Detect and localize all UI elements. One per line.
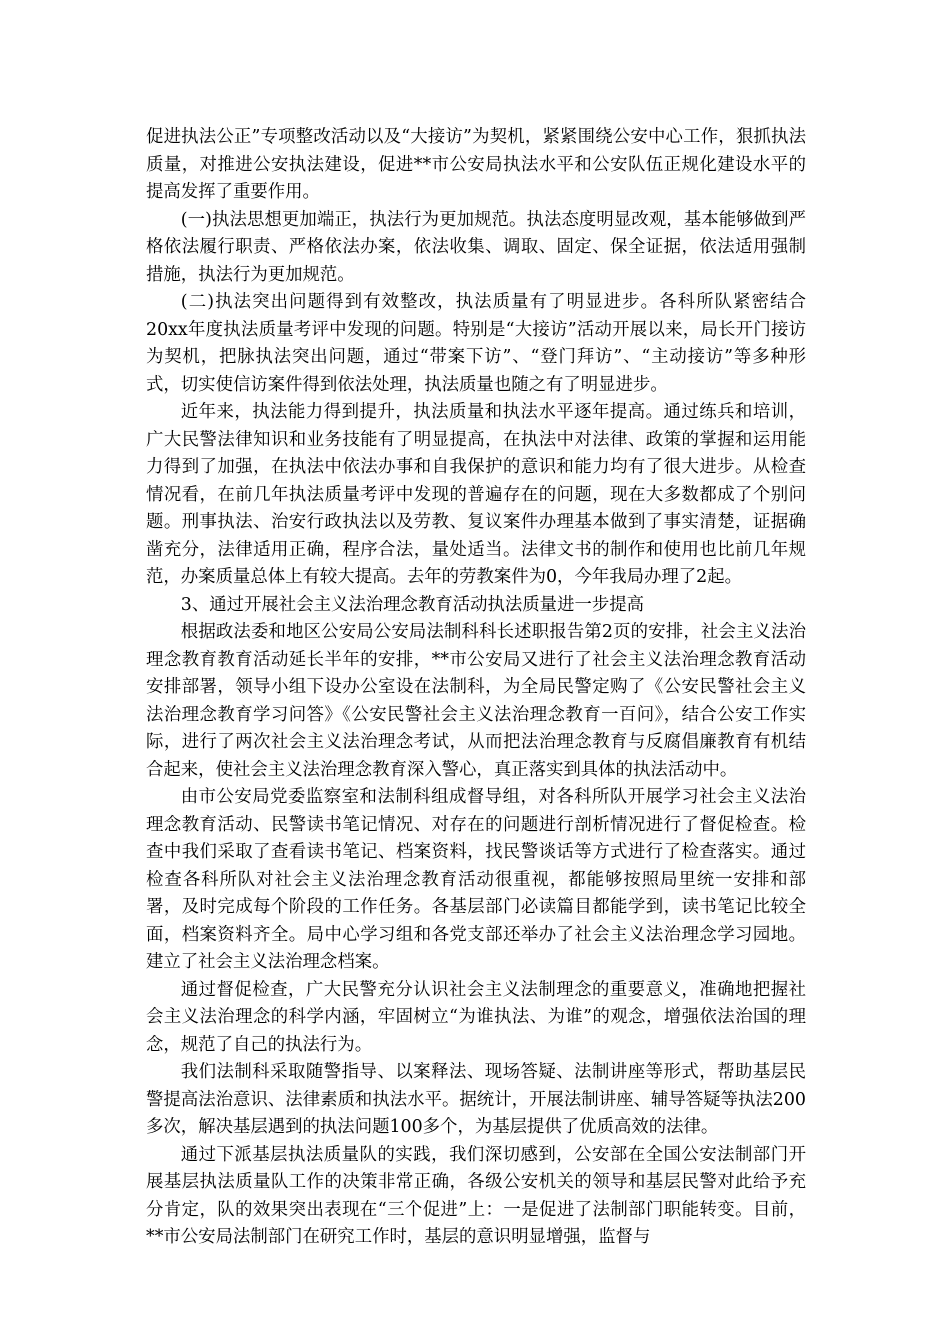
paragraph-inspection: 由市公安局党委监察室和法制科组成督导组，对各科所队开展学习社会主义法治理念教育活动、民警读书笔记情况、对存在的问题进行剖析情况进行了督促检查。检查中我们采取了查看读书笔记、档案资料，找民警谈话等方式进行了检查落实。通过检查各科所队对社会主义法治理念教育活动很重视，都能够按照局里统一安排和部署，及时完成每个阶段的工作任务。各基层部门必读篇目都能学到，读书笔记比较全面，档案资料齐全。局中心学习组和各党支部还举办了社会主义法治理念学习园地。建立了社会主义法治理念档案。 [146, 787, 806, 972]
paragraph-section-2: (二)执法突出问题得到有效整改，执法质量有了明显进步。各科所队紧密结合20xx年度执法质量考评中发现的问题。特别是“大接访”活动开展以来，局长开门接访为契机，把脉执法突出问题，通过“带案下访”、“登门拜访”、“主动接访”等多种形式，切实使信访案件得到依法处理，执法质量也随之有了明显进步。 [146, 292, 806, 395]
paragraph-legal-guidance: 我们法制科采取随警指导、以案释法、现场答疑、法制讲座等形式，帮助基层民警提高法治意识、法律素质和执法水平。据统计，开展法制讲座、辅导答疑等执法200多次，解决基层遇到的执法问题100多个，为基层提供了优质高效的法律。 [146, 1062, 806, 1137]
paragraph-intro: 促进执法公正”专项整改活动以及“大接访”为契机，紧紧围绕公安中心工作，狠抓执法质量，对推进公安执法建设，促进**市公安局执法水平和公安队伍正规化建设水平的提高发挥了重要作用。 [146, 127, 806, 202]
paragraph-practice-summary: 通过下派基层执法质量队的实践，我们深切感到，公安部在全国公安法制部门开展基层执法质量队工作的决策非常正确，各级公安机关的领导和基层民警对此给予充分肯定，队的效果突出表现在“三个促进”上：一是促进了法制部门职能转变。目前，**市公安局法制部门在研究工作时，基层的意识明显增强，监督与 [146, 1144, 806, 1247]
paragraph-education-arrangement: 根据政法委和地区公安局公安局法制科科长述职报告第2页的安排，社会主义法治理念教育教育活动延长半年的安排，**市公安局又进行了社会主义法治理念教育活动安排部署，领导小组下设办公室设在法制科，为全局民警定购了《公安民警社会主义法治理念教育学习问答》《公安民警社会主义法治理念教育一百问》，结合公安工作实际，进行了两次社会主义法治理念考试，从而把法治理念教育与反腐倡廉教育有机结合起来，使社会主义法治理念教育深入警心，真正落实到具体的执法活动中。 [146, 622, 806, 780]
paragraph-supervision-result: 通过督促检查，广大民警充分认识社会主义法制理念的重要意义，准确地把握社会主义法治理念的科学内涵，牢固树立“为谁执法、为谁”的观念，增强依法治国的理念，规范了自己的执法行为。 [146, 979, 806, 1055]
paragraph-capability: 近年来，执法能力得到提升，执法质量和执法水平逐年提高。通过练兵和培训，广大民警法律知识和业务技能有了明显提高，在执法中对法律、政策的掌握和运用能力得到了加强，在执法中依法办事和自我保护的意识和能力均有了很大进步。从检查情况看，在前几年执法质量考评中发现的普遍存在的问题，现在大多数都成了个别问题。刑事执法、治安行政执法以及劳教、复议案件办理基本做到了事实清楚，证据确凿充分，法律适用正确，程序合法，量处适当。法律文书的制作和使用也比前几年规范，办案质量总体上有较大提高。去年的劳教案件为0，今年我局办理了2起。 [146, 402, 806, 587]
document-body [146, 124, 806, 1252]
paragraph-section-1: (一)执法思想更加端正，执法行为更加规范。执法态度明显改观，基本能够做到严格依法履行职责、严格依法办案，依法收集、调取、固定、保全证据，依法适用强制措施，执法行为更加规范。 [146, 209, 806, 285]
section-heading-3: 3、通过开展社会主义法治理念教育活动执法质量进一步提高 [180, 594, 645, 615]
